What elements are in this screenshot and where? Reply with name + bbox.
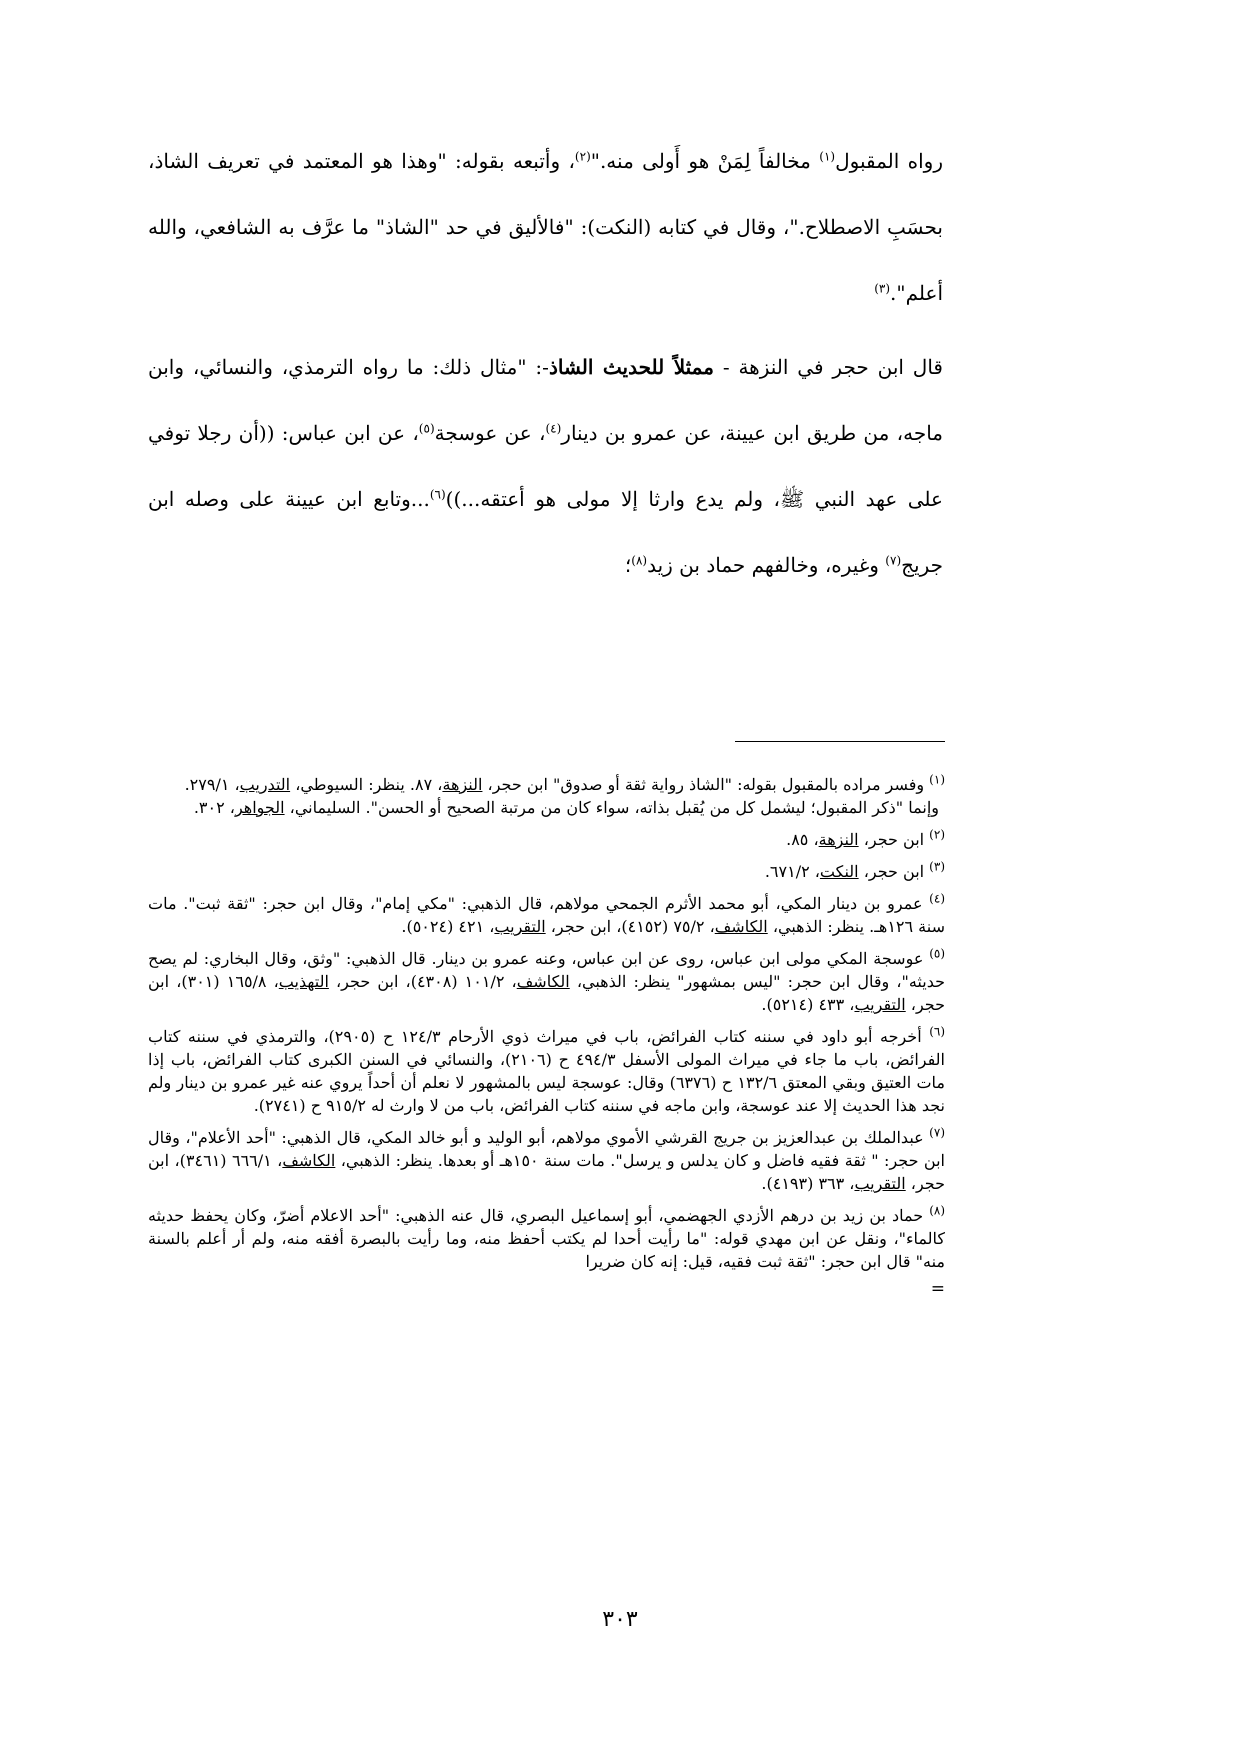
footnote-4: [148, 892, 945, 938]
continuation-mark: =: [930, 1279, 945, 1299]
text-run: ؛: [624, 553, 632, 577]
footnote-text: ، ٧٥/٢ (٤١٥٢)، ابن حجر،: [545, 917, 715, 936]
book-title: النزهة: [818, 830, 859, 849]
book-title: الكاشف: [714, 917, 768, 936]
book-title: النزهة: [442, 775, 483, 794]
footnote-number: (٥): [929, 946, 946, 961]
footnote-text: ، ٨٧. ينظر: السيوطي،: [290, 775, 443, 794]
text-run: قال ابن حجر في النزهة -: [713, 355, 943, 379]
footnote-number: (٦): [929, 1024, 946, 1039]
paragraph-1: [148, 128, 943, 326]
footnote-number: (٨): [929, 1203, 946, 1218]
footnote-number: (٣): [929, 859, 945, 874]
footnote-text: ، ١٦٥/٨ (٣٠١)، ابن حجر،: [148, 972, 945, 1014]
main-text: [148, 128, 943, 598]
footnote-ref-8[interactable]: (٨): [631, 553, 648, 568]
footnote-number: (٤): [929, 891, 945, 906]
footnote-ref-4[interactable]: (٤): [545, 421, 562, 436]
footnote-ref-5[interactable]: (٥): [418, 421, 435, 436]
footnote-5: [148, 947, 945, 1016]
book-title: الكاشف: [516, 972, 570, 991]
footnote-ref-3[interactable]: (٣): [874, 281, 891, 296]
footnote-text: ابن حجر،: [858, 830, 930, 849]
bold-phrase: ممثلاً للحديث الشاذ: [548, 355, 714, 379]
page-number: ٣٠٣: [602, 1607, 638, 1632]
footnote-ref-6[interactable]: (٦): [429, 487, 446, 502]
book-title: الكاشف: [282, 1151, 336, 1170]
footnote-1-continued: [148, 796, 945, 819]
text-run: ، عن ابن عباس: ((أن رجلا توفي على عهد النبي ﷺ، ولم يدع وارثا إلا مولى هو أعتقه...)): [148, 421, 943, 511]
book-title: التقريب: [854, 1174, 906, 1193]
book-title: التدريب: [239, 775, 291, 794]
footnote-text: ، ٤٢١ (٥٠٢٤).: [401, 917, 495, 936]
footnote-ref-2[interactable]: (٢): [574, 149, 591, 164]
footnote-ref-1[interactable]: (١): [819, 149, 836, 164]
footnote-number: (١): [929, 772, 945, 787]
footnotes: [148, 773, 945, 1300]
footnote-3: [148, 860, 945, 883]
footnote-text: ، ١٠١/٢ (٤٣٠٨)، ابن حجر،: [328, 972, 517, 991]
footnote-1: [148, 773, 945, 796]
text-run: ، عن عوسجة: [434, 421, 546, 445]
footnote-text: وفسر مراده بالمقبول بقوله: "الشاذ رواية ثقة أو صدوق" ابن حجر،: [482, 775, 930, 794]
text-run: ، وأتبعه بقوله: "وهذا هو المعتمد في تعريف الشاذ، بحسَبِ الاصطلاح."، وقال في كتابه (النكت): "فالأليق في حد "الشاذ" ما عرَّف به الشافعي، والله أعلم".: [148, 149, 943, 305]
footnote-text: أخرجه أبو داود في سننه كتاب الفرائض، باب في ميراث ذوي الأرحام ١٢٤/٣ ح (٢٩٠٥)، والترمذي في سننه كتاب الفرائض، باب ما جاء في ميراث المولى الأسفل ٤٩٤/٣ ح (٢١٠٦)، والنسائي في السنن الكبرى كتاب الفرائض، باب إذا مات العتيق وبقي المعتق ١٣٢/٦ ح (٦٣٧٦) وقال: عوسجة ليس بالمشهور لا نعلم أن أحداً يروي عنه غير عمرو بن دينار ولم نجد هذا الحديث إلا عند عوسجة، وابن ماجه في سننه كتاب الفرائض، باب من لا وارث له ٩١٥/٢ ح (٢٧٤١).: [148, 1027, 946, 1115]
footnote-2: [148, 828, 945, 851]
footnote-text: وإنما "ذكر المقبول؛ ليشمل كل من يُقبل بذاته، سواء كان من مرتبة الصحيح أو الحسن". السليماني،: [284, 798, 939, 817]
text-run: رواه المقبول: [835, 149, 943, 173]
book-title: الجواهر: [234, 798, 285, 817]
paragraph-2: [148, 334, 943, 598]
footnote-text: ، ٣٠٢.: [193, 798, 235, 817]
footnote-text: ، ٣٦٣ (٤١٩٣).: [761, 1174, 855, 1193]
footnote-6: [148, 1025, 945, 1117]
footnote-text: ، ٤٣٣ (٥٢١٤).: [761, 995, 855, 1014]
footnote-ref-7[interactable]: (٧): [885, 553, 902, 568]
footnote-text: عبدالملك بن عبدالعزيز بن جريج القرشي الأموي مولاهم، أبو الوليد و أبو خالد المكي، قال الذهبي: "أحد الأعلام"، وقال ابن حجر: " ثقة فقيه فاضل و كان يدلس و يرسل". مات سنة ١٥٠هـ أو بعدها. ينظر: الذهبي،: [148, 1128, 945, 1170]
footnote-text: ، ٦٧١/٢.: [764, 862, 820, 881]
text-run: وغيره، وخالفهم حماد بن زيد: [647, 553, 886, 577]
footnote-7: [148, 1126, 945, 1195]
footnote-text: عمرو بن دينار المكي، أبو محمد الأثرم الجمحي مولاهم، قال الذهبي: "مكي إمام"، وقال ابن حجر: "ثقة ثبت". مات سنة ١٢٦هـ. ينظر: الذهبي،: [148, 894, 945, 936]
book-title: التهذيب: [278, 972, 329, 991]
footnote-text: ، ٨٥.: [786, 830, 819, 849]
book-title: التقريب: [854, 995, 906, 1014]
footnote-text: عوسجة المكي مولى ابن عباس، روى عن ابن عباس، وعنه عمرو بن دينار. قال الذهبي: "وثق، وقال البخاري: لم يصح حديثه"، وقال ابن حجر: "ليس بمشهور" ينظر: الذهبي،: [148, 949, 945, 991]
text-run: -: "مثال ذلك: ما رواه الترمذي، والنسائي، وابن ماجه، من طريق ابن عيينة، عن عمرو بن دينار: [148, 355, 943, 445]
footnote-text: حماد بن زيد بن درهم الأزدي الجهضمي، أبو إسماعيل البصري، قال عنه الذهبي: "أحد الاعلام أضرّ، وكان يحفظ حديثه كالماء"، ونقل عن ابن مهدي قوله: "ما رأيت أحدا لم يكتب أحفظ منه، وما رأيت بالبصرة أفقه منه، ولم أر أعلم بالسنة منه" قال ابن حجر: "ثقة ثبت فقيه، قيل: إنه كان ضريرا: [148, 1206, 945, 1271]
footnote-number: (٢): [929, 827, 945, 842]
footnote-text: ، ٦٦٦/١ (٣٤٦١)، ابن حجر،: [148, 1151, 945, 1193]
footnote-text: ، ٢٧٩/١.: [184, 775, 240, 794]
book-title: التقريب: [494, 917, 546, 936]
book-title: النكت: [819, 862, 859, 881]
footnote-separator: [735, 741, 945, 742]
footnote-number: (٧): [929, 1125, 945, 1140]
footnote-8: [148, 1204, 945, 1273]
footnote-text: ابن حجر،: [858, 862, 930, 881]
text-run: ...وتابع ابن عيينة على وصله ابن جريج: [148, 487, 943, 577]
text-run: مخالفاً لِمَنْ هو أَولى منه.": [590, 149, 820, 173]
